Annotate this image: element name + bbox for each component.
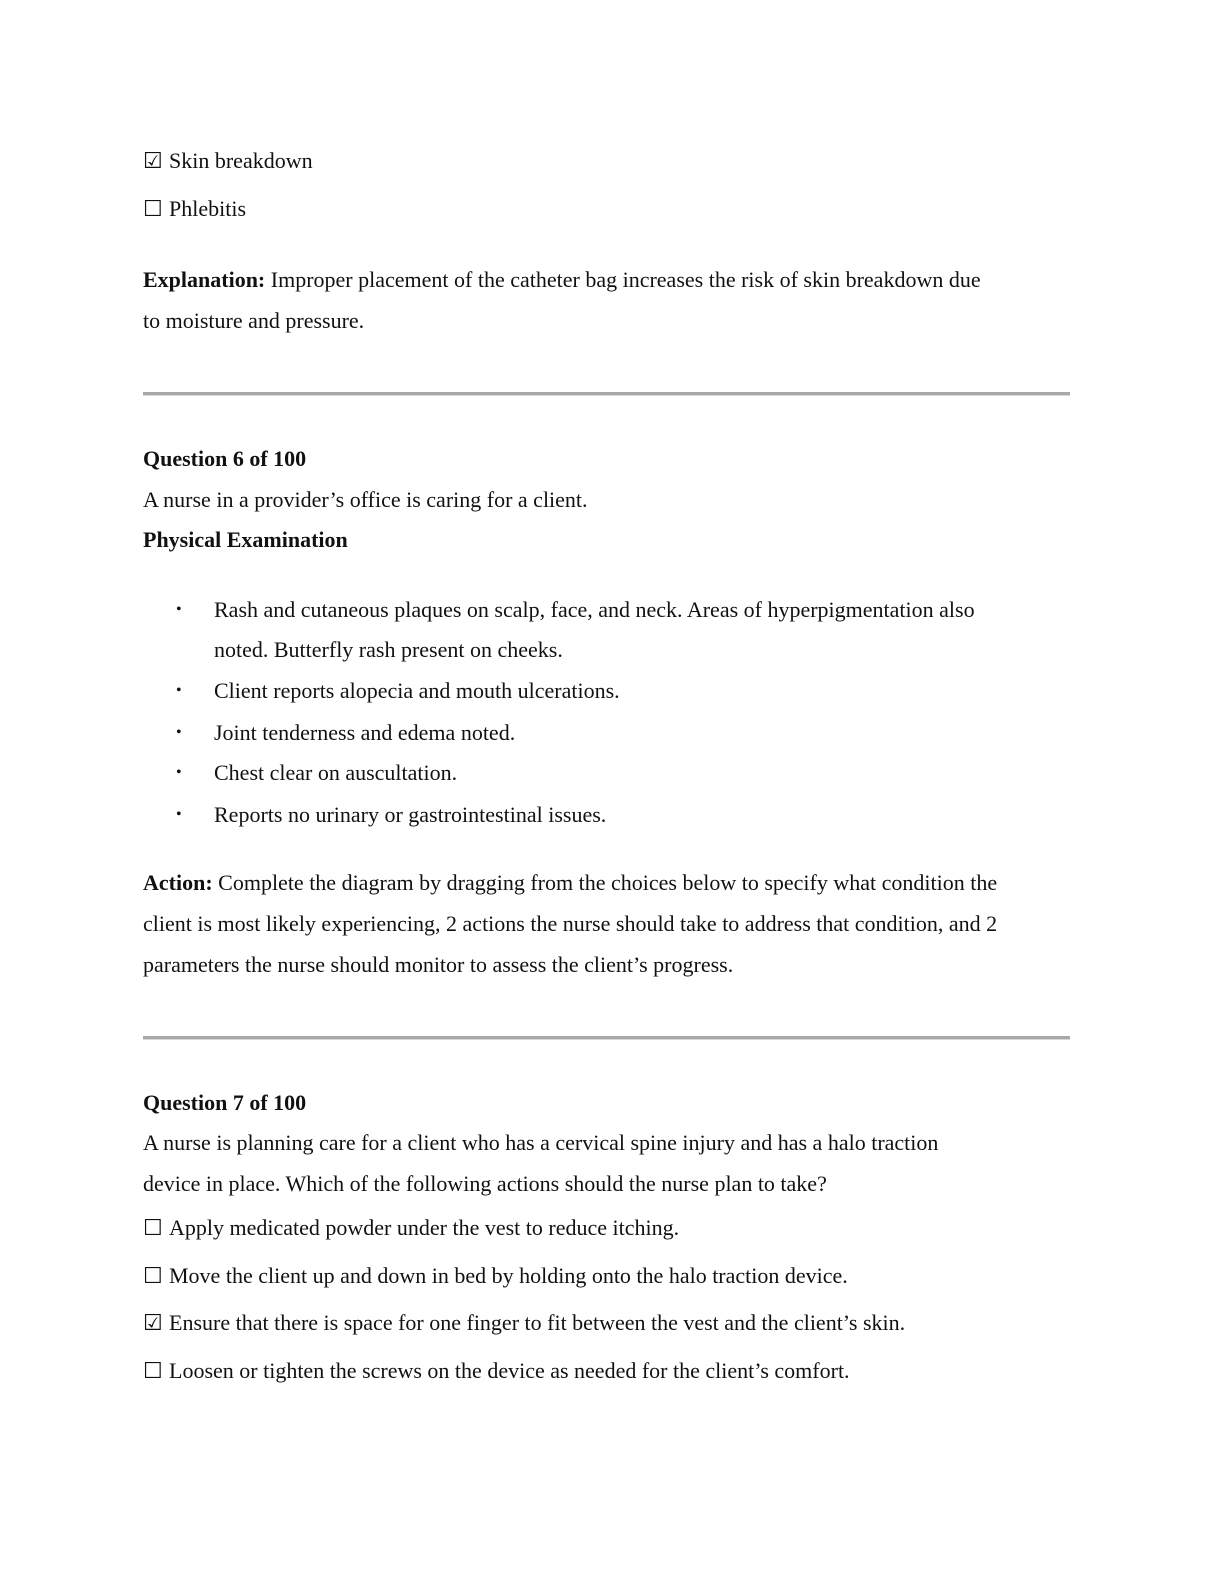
section-divider — [143, 1036, 1070, 1040]
q5-explanation-line-2: to moisture and pressure. — [143, 308, 365, 333]
option-text: Move the client up and down in bed by holding onto the halo traction device. — [169, 1263, 848, 1288]
q7-option-4[interactable] — [143, 1358, 850, 1384]
question-title-text: Question 7 of 100 — [143, 1090, 307, 1115]
unchecked-box-icon: ☐ — [143, 1263, 163, 1288]
unchecked-box-icon: ☐ — [143, 1215, 163, 1240]
q7-option-1[interactable] — [143, 1215, 679, 1241]
checked-box-icon: ☑ — [143, 148, 163, 173]
q7-option-3[interactable] — [143, 1310, 905, 1336]
bullet-icon: • — [176, 724, 182, 741]
q6-finding-2: Client reports alopecia and mouth ulcerations. — [214, 678, 620, 703]
q6-intro: A nurse in a provider’s office is caring for a client. — [143, 487, 588, 512]
q7-title — [143, 1090, 306, 1116]
option-text: Loosen or tighten the screws on the device as needed for the client’s comfort. — [169, 1358, 850, 1383]
q6-title — [143, 446, 306, 472]
option-text: Phlebitis — [169, 196, 247, 221]
q6-action-line-3: parameters the nurse should monitor to assess the client’s progress. — [143, 952, 734, 977]
section-divider — [143, 392, 1070, 396]
q6-action-line-2: client is most likely experiencing, 2 actions the nurse should take to address that condition, and 2 — [143, 911, 998, 936]
bullet-icon: • — [176, 764, 182, 781]
unchecked-box-icon: ☐ — [143, 1358, 163, 1383]
q7-stem-line-1: A nurse is planning care for a client who has a cervical spine injury and has a halo traction — [143, 1130, 939, 1155]
explanation-label: Explanation: — [143, 267, 266, 292]
q6-action-line-1 — [143, 870, 997, 896]
bullet-icon: • — [176, 601, 182, 618]
option-text: Ensure that there is space for one finger to fit between the vest and the client’s skin. — [169, 1310, 906, 1335]
q5-explanation-line-1 — [143, 267, 981, 293]
q7-option-2[interactable] — [143, 1263, 848, 1289]
q7-stem-line-2: device in place. Which of the following actions should the nurse plan to take? — [143, 1171, 827, 1196]
q5-option-skin-breakdown[interactable] — [143, 148, 313, 174]
action-label: Action: — [143, 870, 213, 895]
q6-finding-1-line-2: noted. Butterfly rash present on cheeks. — [214, 637, 563, 662]
option-text: Skin breakdown — [169, 148, 313, 173]
q6-finding-3: Joint tenderness and edema noted. — [214, 720, 516, 745]
bullet-icon: • — [176, 806, 182, 823]
unchecked-box-icon: ☐ — [143, 196, 163, 221]
action-text: Complete the diagram by dragging from the choices below to specify what condition the — [212, 870, 998, 895]
q6-subheading — [143, 527, 348, 553]
subheading-text: Physical Examination — [143, 527, 348, 552]
q6-finding-5: Reports no urinary or gastrointestinal issues. — [214, 802, 607, 827]
q6-finding-1-line-1: Rash and cutaneous plaques on scalp, face, and neck. Areas of hyperpigmentation also — [214, 597, 975, 622]
option-text: Apply medicated powder under the vest to reduce itching. — [169, 1215, 680, 1240]
explanation-text: Improper placement of the catheter bag increases the risk of skin breakdown due — [265, 267, 981, 292]
checked-box-icon: ☑ — [143, 1310, 163, 1335]
question-title-text: Question 6 of 100 — [143, 446, 307, 471]
q6-finding-4: Chest clear on auscultation. — [214, 760, 458, 785]
q5-option-phlebitis[interactable] — [143, 196, 246, 222]
bullet-icon: • — [176, 682, 182, 699]
